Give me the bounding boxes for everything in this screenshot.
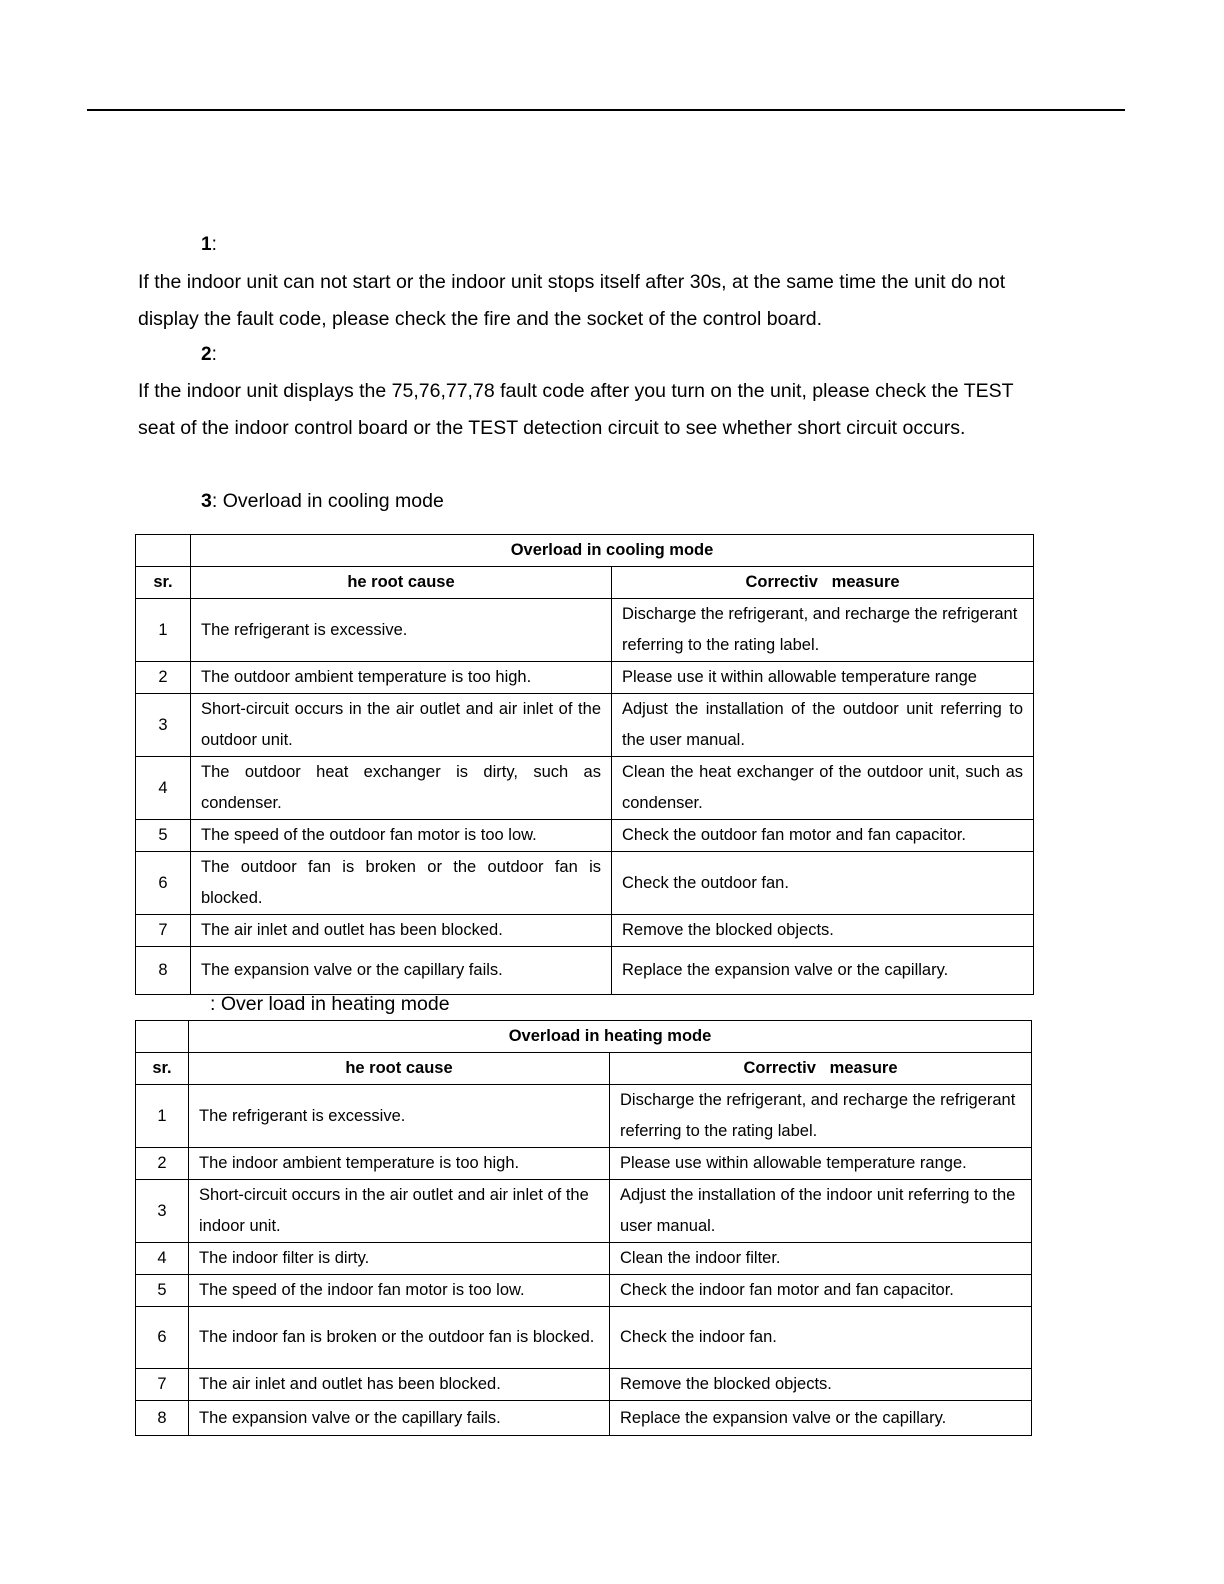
row-sr: 6 (136, 852, 191, 915)
table-caption: Overload in heating mode (189, 1021, 1032, 1053)
step-4-heading (210, 992, 450, 1016)
row-cause: Short-circuit occurs in the air outlet and air inlet of the outdoor unit. (191, 694, 612, 757)
row-cause: The outdoor ambient temperature is too high. (191, 662, 612, 694)
row-sr: 7 (136, 915, 191, 947)
row-cause: The expansion valve or the capillary fails. (191, 947, 612, 995)
table-row (136, 757, 1034, 820)
row-measure: Adjust the installation of the indoor unit referring to the user manual. (610, 1180, 1032, 1243)
column-header-measure: Correctiv measure (612, 567, 1034, 599)
row-cause: The outdoor heat exchanger is dirty, such as condenser. (191, 757, 612, 820)
column-header-sr: sr. (136, 567, 191, 599)
step-1-suffix: : (211, 234, 217, 255)
row-measure: Remove the blocked objects. (610, 1369, 1032, 1401)
row-sr: 3 (136, 1180, 189, 1243)
column-header-measure: Correctiv measure (610, 1053, 1032, 1085)
step-3-heading (201, 489, 444, 513)
row-measure: Please use within allowable temperature range. (610, 1148, 1032, 1180)
row-measure: Adjust the installation of the outdoor unit referring to the user manual. (612, 694, 1034, 757)
table-header-row (136, 1053, 1032, 1085)
row-measure: Check the outdoor fan motor and fan capacitor. (612, 820, 1034, 852)
row-measure: Remove the blocked objects. (612, 915, 1034, 947)
column-header-cause: he root cause (189, 1053, 610, 1085)
table-row (136, 1401, 1032, 1436)
row-cause: The indoor fan is broken or the outdoor fan is blocked. (189, 1307, 610, 1369)
table-header-row (136, 567, 1034, 599)
step-2-suffix: : (211, 344, 217, 365)
table-caption-row (136, 1021, 1032, 1053)
step-2-heading (201, 343, 217, 367)
column-header-cause: he root cause (191, 567, 612, 599)
table-row (136, 694, 1034, 757)
row-sr: 4 (136, 1243, 189, 1275)
row-cause: The indoor filter is dirty. (189, 1243, 610, 1275)
step-3-number: 3 (201, 490, 212, 512)
row-sr: 6 (136, 1307, 189, 1369)
row-sr: 2 (136, 662, 191, 694)
table-corner-cell (136, 1021, 189, 1053)
step-4-title: : Over load in heating mode (210, 993, 450, 1015)
row-measure: Discharge the refrigerant, and recharge the refrigerant referring to the rating label. (612, 599, 1034, 662)
row-sr: 5 (136, 820, 191, 852)
row-sr: 8 (136, 1401, 189, 1436)
column-header-sr: sr. (136, 1053, 189, 1085)
heating-overload-table (135, 1020, 1032, 1436)
table-caption: Overload in cooling mode (191, 535, 1034, 567)
row-cause: The refrigerant is excessive. (191, 599, 612, 662)
row-sr: 8 (136, 947, 191, 995)
table-row (136, 1275, 1032, 1307)
table-corner-cell (136, 535, 191, 567)
table-row (136, 1148, 1032, 1180)
table-caption-row (136, 535, 1034, 567)
row-cause: The outdoor fan is broken or the outdoor fan is blocked. (191, 852, 612, 915)
row-measure: Clean the indoor filter. (610, 1243, 1032, 1275)
row-measure: Check the indoor fan motor and fan capacitor. (610, 1275, 1032, 1307)
row-sr: 5 (136, 1275, 189, 1307)
row-cause: The speed of the indoor fan motor is too low. (189, 1275, 610, 1307)
table-row (136, 1085, 1032, 1148)
cooling-overload-table (135, 534, 1034, 995)
row-cause: The air inlet and outlet has been blocked. (191, 915, 612, 947)
row-sr: 1 (136, 599, 191, 662)
row-sr: 1 (136, 1085, 189, 1148)
table-row (136, 915, 1034, 947)
table-row (136, 1307, 1032, 1369)
step-2-number: 2 (201, 344, 212, 365)
step-1-text: If the indoor unit can not start or the indoor unit stops itself after 30s, at the same time the unit do not display the fault code, please check the fire and the socket of the control board. (138, 271, 1006, 330)
step-2-text: If the indoor unit displays the 75,76,77,78 fault code after you turn on the unit, please check the TEST seat of the indoor control board or the TEST detection circuit to see whether short circuit occurs. (138, 380, 1014, 439)
table-row (136, 947, 1034, 995)
step-3-title: : Overload in cooling mode (211, 490, 444, 512)
row-sr: 2 (136, 1148, 189, 1180)
row-measure: Check the indoor fan. (610, 1307, 1032, 1369)
row-sr: 7 (136, 1369, 189, 1401)
row-cause: The indoor ambient temperature is too high. (189, 1148, 610, 1180)
row-measure: Discharge the refrigerant, and recharge the refrigerant referring to the rating label. (610, 1085, 1032, 1148)
table-row (136, 662, 1034, 694)
row-measure: Replace the expansion valve or the capillary. (610, 1401, 1032, 1436)
table-row (136, 852, 1034, 915)
row-cause: The speed of the outdoor fan motor is too low. (191, 820, 612, 852)
table-row (136, 1369, 1032, 1401)
header-rule (87, 109, 1125, 111)
row-measure: Clean the heat exchanger of the outdoor unit, such as condenser. (612, 757, 1034, 820)
row-measure: Check the outdoor fan. (612, 852, 1034, 915)
row-measure: Replace the expansion valve or the capillary. (612, 947, 1034, 995)
row-sr: 4 (136, 757, 191, 820)
row-cause: The expansion valve or the capillary fails. (189, 1401, 610, 1436)
table-row (136, 599, 1034, 662)
row-measure: Please use it within allowable temperature range (612, 662, 1034, 694)
table-row (136, 1180, 1032, 1243)
row-cause: The air inlet and outlet has been blocked. (189, 1369, 610, 1401)
table-row (136, 820, 1034, 852)
row-sr: 3 (136, 694, 191, 757)
row-cause: The refrigerant is excessive. (189, 1085, 610, 1148)
step-1-heading (201, 233, 217, 257)
step-1-number: 1 (201, 234, 212, 255)
table-row (136, 1243, 1032, 1275)
row-cause: Short-circuit occurs in the air outlet and air inlet of the indoor unit. (189, 1180, 610, 1243)
